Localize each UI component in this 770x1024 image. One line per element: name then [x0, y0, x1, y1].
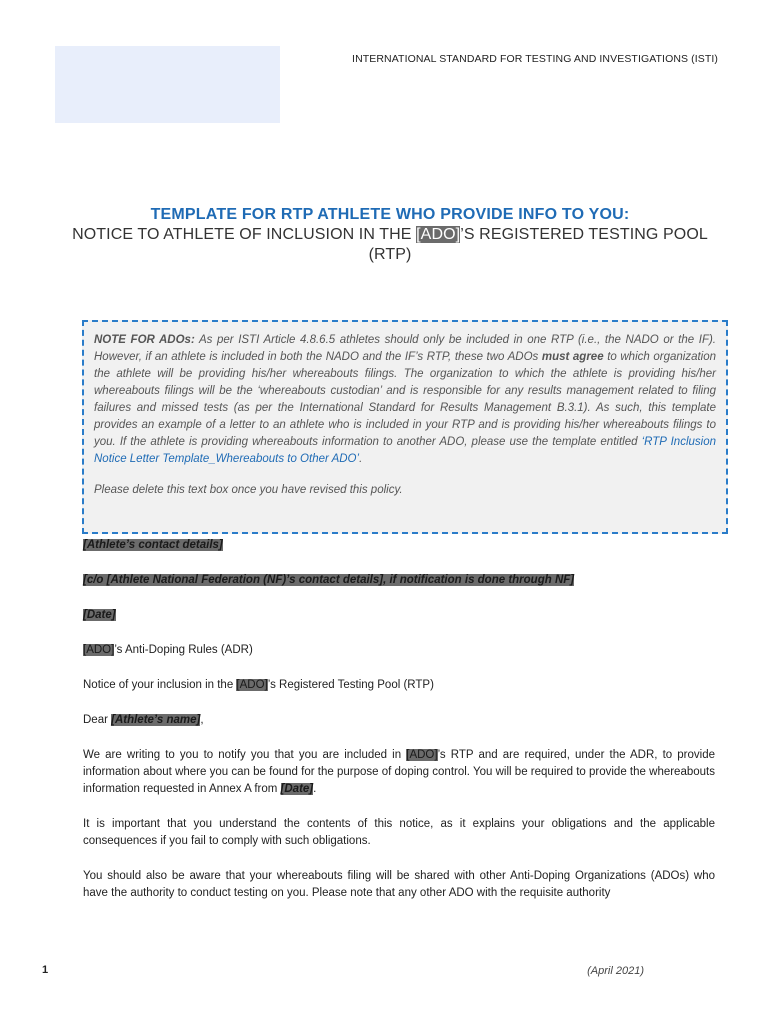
paragraph-2: It is important that you understand the contents of this notice, as it explains your obligations and the applicable consequences if you fail to comply with such obligations. [83, 818, 715, 847]
logo-placeholder [55, 46, 280, 123]
paragraph-1: We are writing to you to notify you that you are included in [ADO]’s RTP and are required, under the ADR, to provide information about where you can be found for the purpose of doping control. You will be required to provide the whereabouts information requested in Annex A from [Date]. [83, 749, 715, 795]
template-title: TEMPLATE FOR RTP ATHLETE WHO PROVIDE INFO TO YOU: [150, 206, 630, 223]
title-block [60, 205, 720, 265]
must-agree-text: must agree [541, 351, 604, 363]
contact-details-line: [Athlete’s contact details] [83, 539, 223, 551]
template-link[interactable]: ‘RTP Inclusion Notice Letter Template_Whereabouts to Other ADO’ [94, 436, 716, 465]
date-line: [Date] [83, 609, 116, 621]
nf-contact-line: [c/o [Athlete National Federation (NF)’s contact details], if notification is done through NF] [83, 574, 575, 586]
note-paragraph: NOTE FOR ADOs: As per ISTI Article 4.8.6.5 athletes should only be included in one RTP (i.e., the NADO or the IF). However, if an athlete is included in both the NADO and the IF’s RTP, these two ADOs must agree to which organization the athlete will be providing his/her whereabouts filings. The organization to which the athlete is providing his/her whereabouts filings will be the ‘whereabouts custodian’ and is responsible for any results management related to filing failures and missed tests (as per the International Standard for Results Management B.3.1). As such, this template provides an example of a letter to an athlete who is included in your RTP and is providing his/her whereabouts filings to you. If the athlete is providing whereabouts information to another ADO, please use the template entitled ‘RTP Inclusion Notice Letter Template_Whereabouts to Other ADO’. [94, 334, 717, 465]
paragraph-3: You should also be aware that your whereabouts filing will be shared with other Anti-Doping Organizations (ADOs) who have the authority to conduct testing on you. Please note that any other ADO with the requisite authority [83, 870, 715, 899]
ado-placeholder: [ADO] [416, 226, 461, 243]
page-number: 1 [42, 964, 49, 976]
document-header: INTERNATIONAL STANDARD FOR TESTING AND INVESTIGATIONS (ISTI) [352, 53, 718, 65]
adr-line: [ADO]’s Anti-Doping Rules (ADR) [83, 644, 253, 656]
note-label: NOTE FOR ADOs: [94, 334, 195, 346]
footer-date: (April 2021) [587, 965, 644, 977]
notice-line: Notice of your inclusion in the [ADO]’s Registered Testing Pool (RTP) [83, 679, 434, 691]
note-for-ados-box[interactable] [82, 320, 728, 534]
salutation: Dear [Athlete’s name], [83, 714, 204, 726]
notice-subtitle: NOTICE TO ATHLETE OF INCLUSION IN THE [ADO]’S REGISTERED TESTING POOL (RTP) [72, 226, 708, 263]
letter-body [83, 537, 715, 920]
delete-note: Please delete this text box once you have revised this policy. [94, 484, 403, 496]
